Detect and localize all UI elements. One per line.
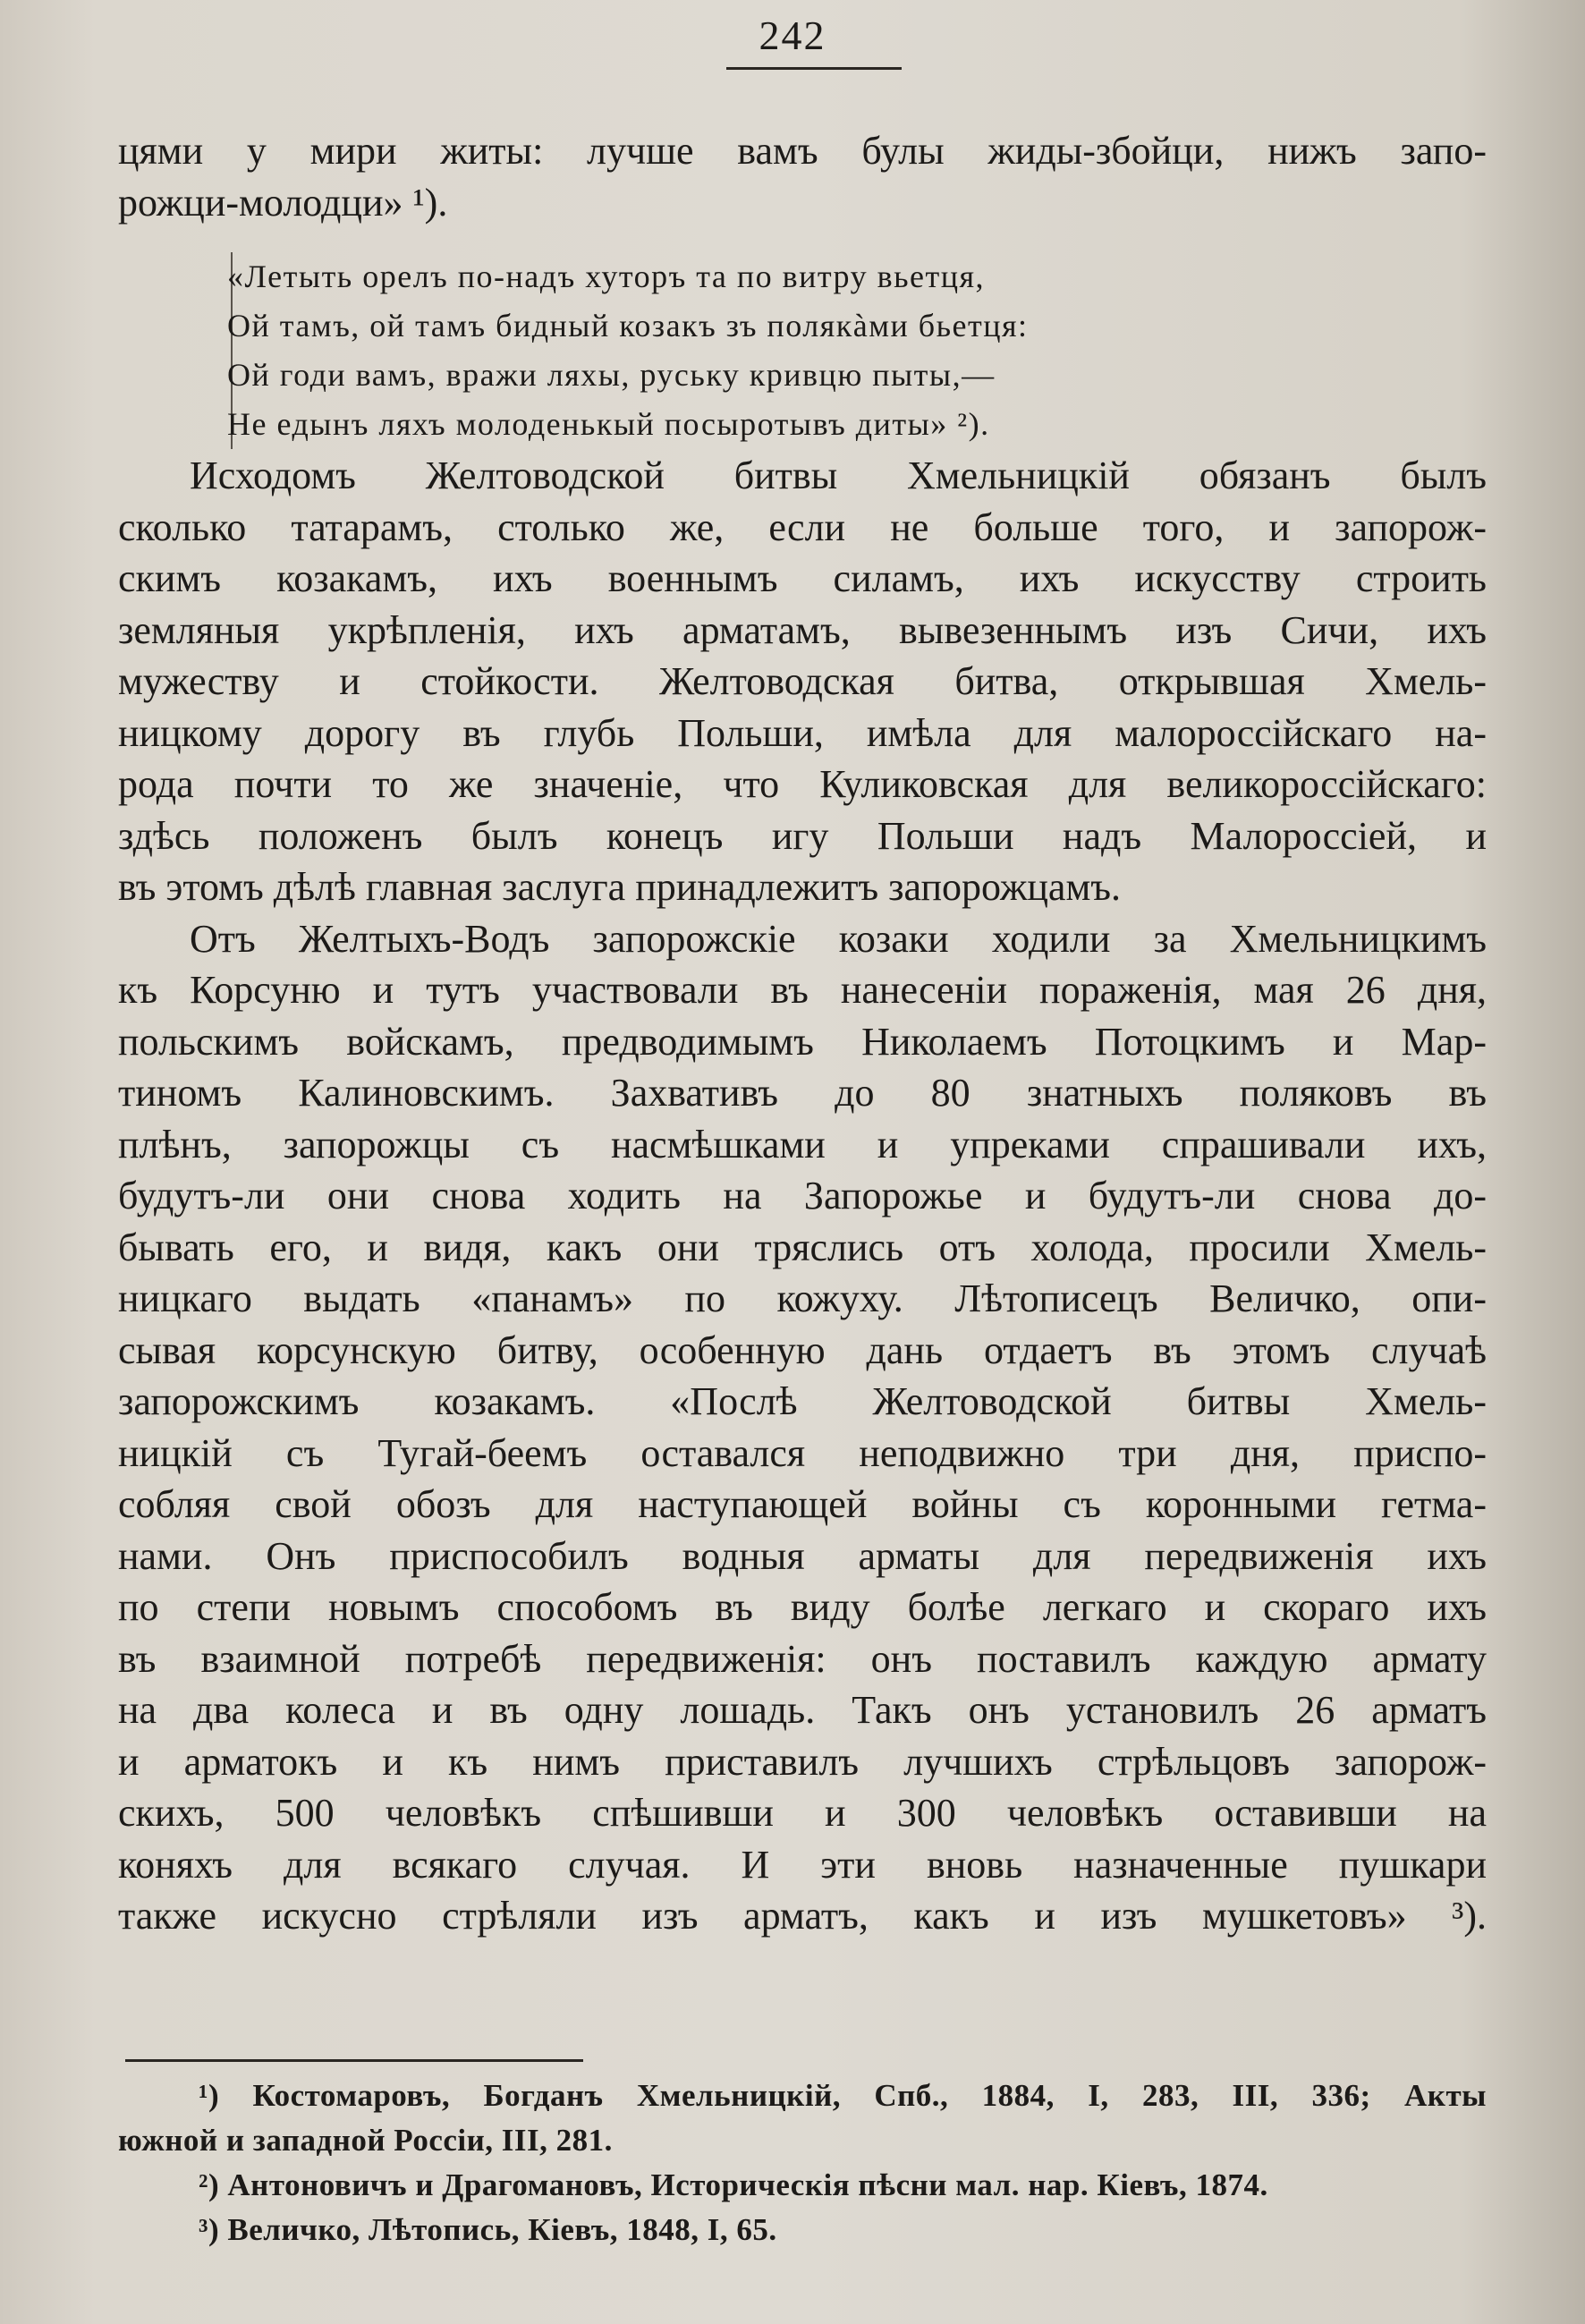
verse-line: Не едынъ ляхъ молоденькый посыротывъ диты» ²). [227, 406, 990, 442]
paragraph-line: въ взаимной потребѣ передвиженія: онъ поставилъ каждую армату [118, 1636, 1487, 1681]
paragraph-line: польскимъ войскамъ, предводимымъ Николаемъ Потоцкимъ и Мар- [118, 1019, 1487, 1064]
paragraph-line: скимъ козакамъ, ихъ военнымъ силамъ, ихъ искусству строить [118, 556, 1487, 600]
footnote-rule [125, 2059, 583, 2062]
paragraph-line: въ этомъ дѣлѣ главная заслуга принадлежитъ запорожцамъ. [118, 865, 1122, 909]
paragraph-line: къ Корсуню и тутъ участвовали въ нанесеніи пораженія, мая 26 дня, [118, 968, 1487, 1012]
paragraph-line: ницкому дорогу въ глубь Польши, имѣла для малороссійскаго на- [118, 710, 1487, 755]
footnote-line: южной и западной Россіи, III, 281. [118, 2123, 613, 2158]
footnotes [118, 2074, 1487, 2252]
paragraph-line: ницкій съ Тугай-беемъ оставался неподвижно три дня, приспо- [118, 1430, 1487, 1475]
verse-line: «Летыть орелъ по-надъ хуторъ та по витру вьетця, [227, 259, 986, 294]
paragraph-line: на два колеса и въ одну лошадь. Такъ онъ установилъ 26 арматъ [118, 1688, 1487, 1732]
paragraph-line: запорожскимъ козакамъ. «Послѣ Желтоводской битвы Хмель- [118, 1379, 1487, 1423]
paragraph-line: мужеству и стойкости. Желтоводская битва, открывшая Хмель- [118, 659, 1487, 703]
paragraph-line: тиномъ Калиновскимъ. Захвативъ до 80 знатныхъ поляковъ въ [118, 1071, 1487, 1115]
paragraph-line: собляя свой обозъ для наступающей войны съ коронными гетма- [118, 1482, 1487, 1526]
footnote-line: ³) Величко, Лѣтопись, Кіевъ, 1848, I, 65. [199, 2212, 777, 2247]
paragraph-line: сывая корсунскую битву, особенную дань отдаетъ въ этомъ случаѣ [118, 1327, 1487, 1372]
paragraph-line: рода почти то же значеніе, что Куликовская для великороссійскаго: [118, 762, 1487, 806]
paragraph-line: здѣсь положенъ былъ конецъ игу Польши надъ Малороссіей, и [118, 813, 1487, 858]
paragraph-line: Исходомъ Желтоводской битвы Хмельницкій обязанъ былъ [190, 454, 1487, 497]
paragraph-line: коняхъ для всякаго случая. И эти вновь назначенные пушкари [118, 1842, 1487, 1887]
paragraph-line: сколько татарамъ, столько же, если не больше того, и запорож- [118, 505, 1487, 549]
page-number: 242 [759, 13, 826, 58]
main-prose [118, 450, 1487, 1942]
paragraph-line: бывать его, и видя, какъ они тряслись отъ холода, просили Хмель- [118, 1225, 1487, 1269]
intro-line: цями у мири житы: лучше вамъ булы жиды-збойци, нижъ запо- [118, 129, 1487, 173]
footnote-line: ²) Антоновичъ и Драгомановъ, Историческія пѣсни мал. нар. Кіевъ, 1874. [199, 2167, 1268, 2202]
paragraph-line: по степи новымъ способомъ въ виду болѣе легкаго и скораго ихъ [118, 1585, 1487, 1629]
footnote-line: ¹) Костомаровъ, Богданъ Хмельницкій, Спб., 1884, I, 283, III, 336; Акты [199, 2078, 1487, 2113]
paragraph-line: нами. Онъ приспособилъ водныя арматы для передвиженія ихъ [118, 1533, 1487, 1578]
paragraph-line: Отъ Желтыхъ-Водъ запорожскіе козаки ходили за Хмельницкимъ [190, 916, 1487, 961]
paragraph-line: земляныя укрѣпленія, ихъ арматамъ, вывезеннымъ изъ Сичи, ихъ [118, 607, 1487, 652]
verse-line: Ой тамъ, ой тамъ бидный козакъ зъ полякàми бьетця: [227, 308, 1029, 344]
header-rule [726, 67, 902, 70]
paragraph-line: будутъ-ли они снова ходить на Запорожье и будутъ-ли снова до- [118, 1174, 1487, 1217]
verse-line: Ой годи вамъ, вражи ляхы, руську кривцю пыты,— [227, 357, 996, 393]
verse-block [227, 252, 1467, 449]
intro-text [118, 125, 1487, 228]
paragraph-line: ницкаго выдать «панамъ» по кожуху. Лѣтописецъ Величко, опи- [118, 1277, 1487, 1320]
paragraph-line: скихъ, 500 человѣкъ спѣшивши и 300 человѣкъ оставивши на [118, 1791, 1487, 1835]
paragraph-line: и арматокъ и къ нимъ приставилъ лучшихъ стрѣльцовъ запорож- [118, 1739, 1487, 1784]
paragraph-line: плѣнъ, запорожцы съ насмѣшками и упреками спрашивали ихъ, [118, 1122, 1487, 1166]
intro-line: рожци-молодци» ¹). [118, 180, 448, 225]
paragraph-line: также искусно стрѣляли изъ арматъ, какъ и изъ мушкетовъ» ³). [118, 1894, 1487, 1938]
